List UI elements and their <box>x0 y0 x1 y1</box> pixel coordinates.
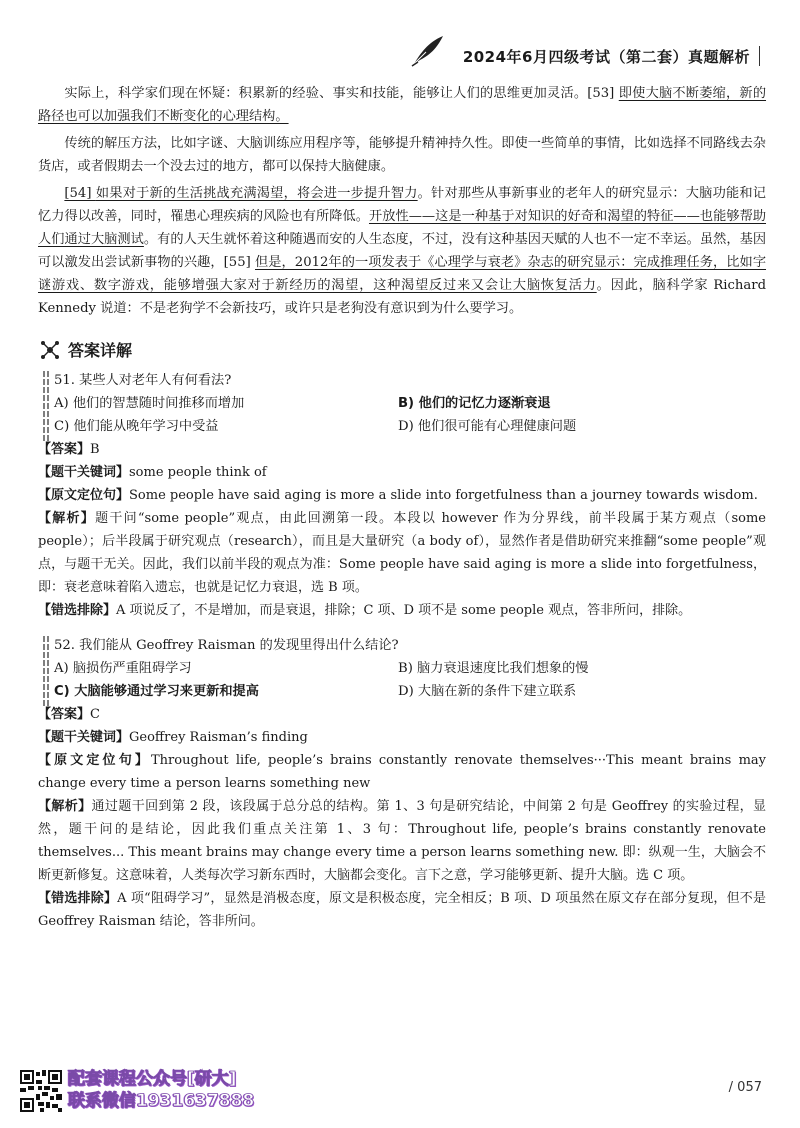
option-c: C) 大脑能够通过学习来更新和提高 <box>54 684 259 699</box>
answer-row: 【答案】B <box>38 442 100 457</box>
options-grid <box>54 392 766 438</box>
option-a: A) 脑损伤严重阻碍学习 <box>54 661 192 676</box>
question-51 <box>38 369 766 438</box>
keyword-row: 【题干关键词】some people think of <box>38 465 267 480</box>
exclude-row: 【错选排除】A 项“阻碍学习”，显然是消极态度，原文是积极态度，完全相反；B 项、D 项虽然在原文存在部分复现，但不是 Geoffrey Raisman 结论，答非所问。 <box>38 891 766 929</box>
page-content <box>38 82 766 933</box>
promo-banner <box>68 1068 318 1112</box>
quill-icon <box>410 34 446 68</box>
passage-paragraph-2: 传统的解压方法，比如字谜、大脑训练应用程序等，能够提升精神持久性。即使一些简单的事情，比如选择不同路线去杂货店，或者假期去一个没去过的地方，都可以保持大脑健康。 <box>38 136 766 174</box>
option-b: B) 脑力衰退速度比我们想象的慢 <box>398 661 589 676</box>
passage-paragraph-3: [54] 如果对于新的生活挑战充满渴望，将会进一步提升智力。针对那些从事新事业的老年人的研究显示：大脑功能和记忆力得以改善，同时，罹患心理疾病的风险也有所降低。开放性——这是一种基于对知识的好奇和渴望的特征——也能够帮助人们通过大脑测试。有的人天生就怀着这种随遇而安的人生态度，不过，没有这种基因天赋的人也不一定不幸运。虽然，基因可以激发出尝试新事物的兴趣，[55] 但是，2012年的一项发表于《心理学与衰老》杂志的研究显示：完成推理任务，比如字谜游戏、数字游戏，能够增强大家对于新经历的渴望，这种渴望反过来又会让大脑恢复活力。因此，脑科学家 Richard Kennedy 说道：不是老狗学不会新技巧，或许只是老狗没有意识到为什么要学习。 <box>38 186 767 316</box>
promo-line-2: 联系微信1931637888 <box>68 1091 255 1111</box>
analysis-row: 【解析】题干问“some people”观点，由此回溯第一段。本段以 however 作为分界线，前半段属于某方观点（some people）；后半段属于研究观点（research），而且是大量研究（a body of），显然作者是借助研究来推翻“some people”观点，与题干无关。因此，我们以前半段的观点为准：Some people have said aging is more a slide into forgetfulness，即：衰老意味着陷入遗忘，也就是记忆力衰退，选 B 项。 <box>38 511 766 595</box>
option-d: D) 大脑在新的条件下建立联系 <box>398 684 577 699</box>
question-bar-decoration <box>42 636 50 706</box>
section-heading <box>40 338 766 361</box>
molecule-icon <box>40 340 60 360</box>
question-52 <box>38 634 766 703</box>
passage-paragraph-1: 实际上，科学家们现在怀疑：积累新的经验、事实和技能，能够让人们的思维更加灵活。[53] 即使大脑不断萎缩，新的路径也可以加强我们不断变化的心理结构。 <box>38 86 767 124</box>
exclude-row: 【错选排除】A 项说反了，不是增加，而是衰退，排除；C 项、D 项不是 some people 观点，答非所问，排除。 <box>38 603 692 618</box>
question-stem: 51. 某些人对老年人有何看法? <box>54 373 232 388</box>
option-b: B) 他们的记忆力逐渐衰退 <box>398 396 551 411</box>
page-header <box>400 40 760 70</box>
options-grid <box>54 657 766 703</box>
locate-row: 【原文定位句】Throughout life, people’s brains constantly renovate themselves···This meant brains may change every time a person learns something new <box>38 753 766 791</box>
answer-row: 【答案】C <box>38 707 100 722</box>
qr-code-icon[interactable] <box>20 1070 62 1112</box>
analysis-row: 【解析】通过题干回到第 2 段，该段属于总分总的结构。第 1、3 句是研究结论，中间第 2 句是 Geoffrey 的实验过程，显然，题干问的是结论，因此我们重点关注第 1、3 句：Throughout life, people’s brains constantly renovate themselves... This meant brains may change every time a person learns something new. 即：纵观一生，大脑会不断更新修复。这意味着，人类每次学习新东西时，大脑都会变化。言下之意，学习能够更新、提升大脑。选 C 项。 <box>38 799 766 883</box>
page-number: / 057 <box>728 1080 762 1095</box>
option-d: D) 他们很可能有心理健康问题 <box>398 419 577 434</box>
header-title: 2024年6月四级考试（第二套）真题解析 <box>462 48 750 66</box>
locate-row: 【原文定位句】Some people have said aging is more a slide into forgetfulness than a journey towards wisdom. <box>38 488 758 503</box>
question-stem: 52. 我们能从 Geoffrey Raisman 的发现里得出什么结论? <box>54 638 399 653</box>
keyword-row: 【题干关键词】Geoffrey Raisman’s finding <box>38 730 308 745</box>
option-a: A) 他们的智慧随时间推移而增加 <box>54 396 245 411</box>
header-divider <box>759 46 761 66</box>
option-c: C) 他们能从晚年学习中受益 <box>54 419 219 434</box>
section-title: 答案详解 <box>68 341 133 360</box>
promo-line-1: 配套课程公众号[研大] <box>68 1069 237 1089</box>
question-bar-decoration <box>42 371 50 441</box>
